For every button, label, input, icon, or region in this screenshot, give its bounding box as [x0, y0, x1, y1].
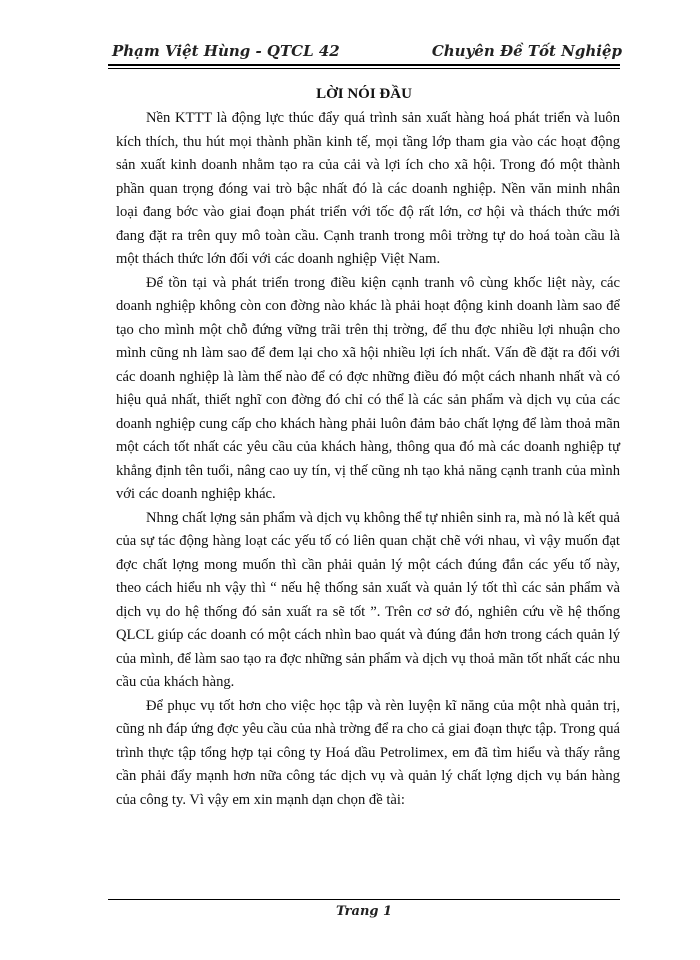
header-author: Phạm Việt Hùng - QTCL 42 [112, 42, 340, 60]
paragraph: Để tồn tại và phát triển trong điều kiện cạnh tranh vô cùng khốc liệt này, các doanh nghiệp không còn con đờng nào khác là phải hoạt động kinh doanh làm sao để tạo cho mình một chỗ đứng vững trãi trên thị trờng, để thu đợc nhiều lợi nhuận cho mình cũng nh làm sao để đem lại cho xã hội nhiều lợi ích nhất. Vấn đề đặt ra đối với các doanh nghiệp là làm thế nào để có đợc những điều đó một cách nhanh nhất và có hiệu quả nhất, thiết nghĩ con đờng đó chỉ có thể là các sản phẩm và dịch vụ của các doanh nghiệp cung cấp cho khách hàng phải luôn đảm bảo chất lợng để làm thoả mãn một cách tốt nhất các yêu cầu của khách hàng, thông qua đó mà các doanh nghiệp tự khẳng định tên tuổi, nâng cao uy tín, vị thế cũng nh tạo khả năng cạnh tranh của mình với các doanh nghiệp khác. [116, 274, 620, 502]
header-rule [108, 64, 620, 69]
header-report-type: Chuyên Đề Tốt Nghiệp [431, 42, 622, 60]
paragraph: Để phục vụ tốt hơn cho việc học tập và rèn luyện kĩ năng của một nhà quản trị, cũng nh đáp ứng đợc yêu cầu của nhà trờng để ra cho cả giai đoạn thực tập. Trong quá trình thực tập tổng hợp tại công ty Hoá dầu Petrolimex, em đã tìm hiểu và thấy rằng cần phải đẩy mạnh hơn nữa công tác dịch vụ và quản lý chất lợng dịch vụ bán hàng của công ty. Vì vậy em xin mạnh dạn chọn đề tài: [116, 697, 620, 808]
page-header [112, 38, 622, 62]
document-body [116, 107, 620, 812]
footer-rule [108, 899, 620, 900]
page-title: LỜI NÓI ĐẦU [316, 86, 412, 102]
page-number: Trang 1 [335, 904, 393, 919]
paragraph: Nhng chất lợng sản phẩm và dịch vụ không thể tự nhiên sinh ra, mà nó là kết quả của sự tác động hàng loạt các yếu tố có liên quan chặt chẽ với nhau, vì vậy muốn đạt đợc chất lợng mong muốn thì cần phải quản lý một cách đúng đắn các yếu tố này, theo cách hiểu nh vậy thì “ nếu hệ thống sản xuất và quản lý tốt thì các sản phẩm và dịch vụ do hệ thống đó sản xuất ra sẽ tốt ”. Trên cơ sở đó, nghiên cứu về hệ thống QLCL giúp các doanh có một cách nhìn bao quát và đúng đắn hơn trong cách quản lý của mình, để làm sao tạo ra đợc những sản phẩm và dịch vụ thoả mãn tốt nhất các nhu cầu của khách hàng. [116, 509, 621, 690]
paragraph: Nền KTTT là động lực thúc đẩy quá trình sản xuất hàng hoá phát triển và luôn kích thích, thu hút mọi thành phần kinh tế, mọi tầng lớp tham gia vào các hoạt động sản xuất kinh doanh nhằm tạo ra của cải và lợi ích cho xã hội. Trong đó một thành phần quan trọng đóng vai trò bậc nhất đó là các doanh nghiệp. Nền văn minh nhân loại đang bớc vào giai đoạn phát triển với tốc độ rất lớn, cơ hội và thách thức mới đang đặt ra trên quy mô toàn cầu. Cạnh tranh trong môi trờng tự do hoá toàn cầu là một thách thức lớn đối với các doanh nghiệp Việt Nam. [116, 110, 620, 267]
